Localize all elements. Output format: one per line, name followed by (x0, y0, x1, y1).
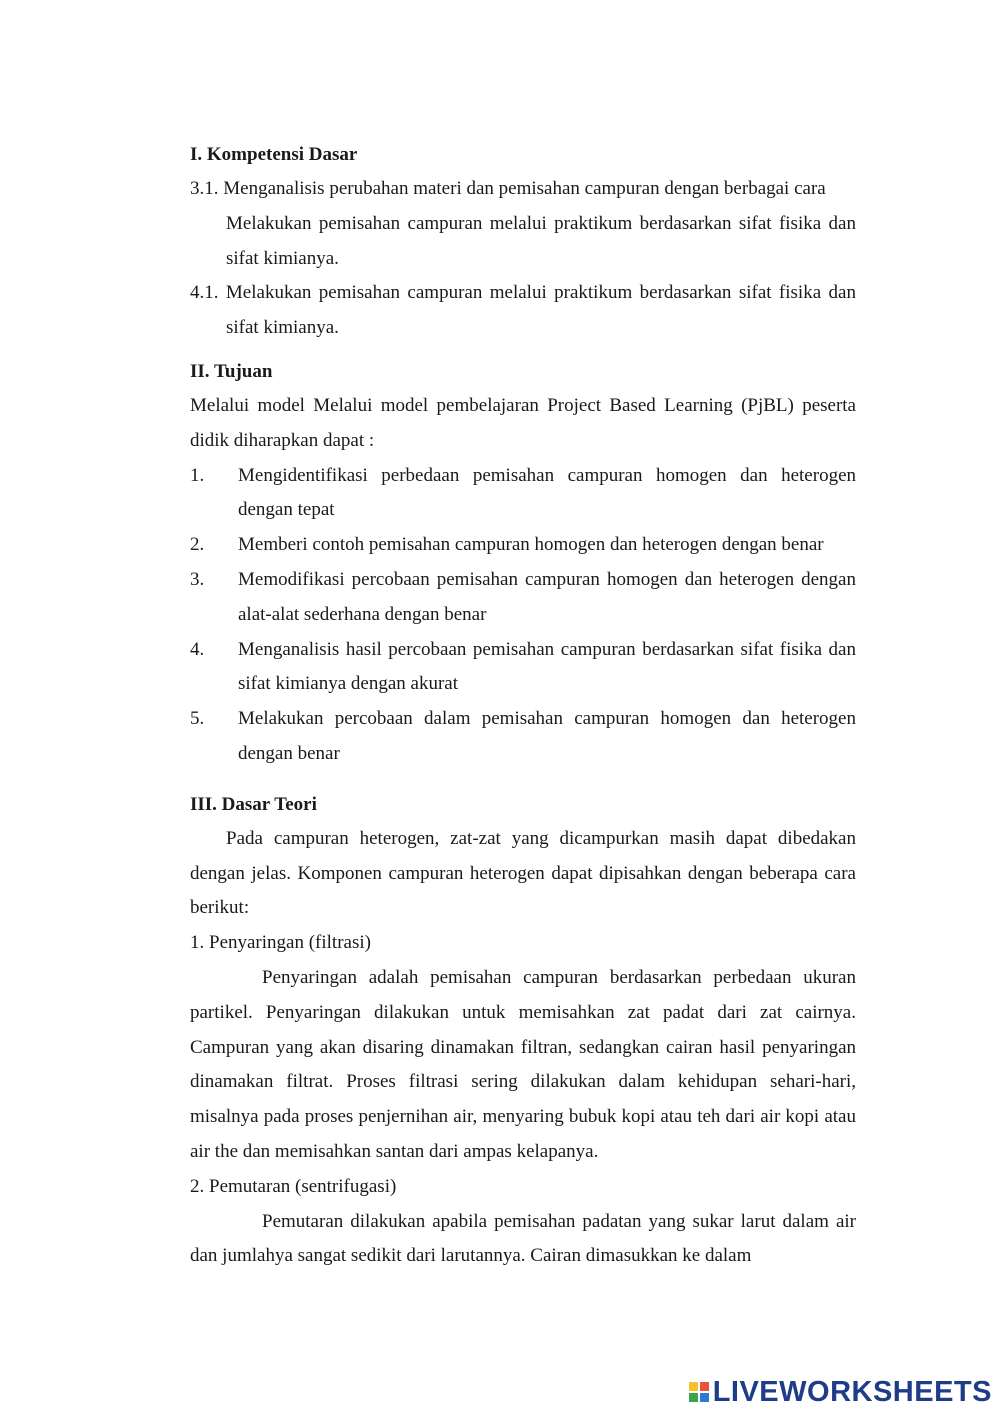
heading-tujuan: II. Tujuan (190, 360, 273, 382)
goal-item (190, 633, 856, 703)
goal-text: Memodifikasi percobaan pemisahan campuran homogen dan heterogen dengan alat-alat sederhana dengan benar (238, 568, 856, 625)
subheading-penyaringan: 1. Penyaringan (filtrasi) (190, 932, 371, 954)
subheading-pemutaran: 2. Pemutaran (sentrifugasi) (190, 1175, 397, 1197)
goal-number: 1. (190, 464, 205, 486)
document-page (190, 138, 856, 1274)
logo-square-i (700, 1382, 709, 1391)
penyaringan-paragraph: Penyaringan adalah pemisahan campuran berdasarkan perbedaan ukuran partikel. Penyaringan dilakukan untuk memisahkan zat padat dari zat cairnya. Campuran yang akan disaring dinamakan filtran, sedangkan cairan hasil penyaringan dinamakan filtrat. Proses filtrasi sering dilakukan dalam kehidupan sehari-hari, misalnya pada proses penjernihan air, menyaring bubuk kopi atau teh dari air kopi atau air the dan memisahkan santan dari ampas kelapanya. (190, 966, 856, 1162)
teori-intro: Pada campuran heterogen, zat-zat yang dicampurkan masih dapat dibedakan dengan jelas. Komponen campuran heterogen dapat dipisahkan dengan beberapa cara berikut: (190, 827, 856, 919)
goal-list (190, 459, 856, 772)
kd-item-4-1: 4.1. Melakukan pemisahan campuran melalui praktikum berdasarkan sifat fisika dan sifat kimianya. (190, 282, 856, 339)
liveworksheets-logo (689, 1375, 992, 1409)
liveworksheets-logo-icon (689, 1382, 709, 1402)
goal-text: Melakukan percobaan dalam pemisahan campuran homogen dan heterogen dengan benar (238, 708, 856, 764)
tujuan-intro: Melalui model Melalui model pembelajaran Project Based Learning (PjBL) peserta didik diharapkan dapat : (190, 394, 856, 451)
goal-text: Menganalisis hasil percobaan pemisahan campuran berdasarkan sifat fisika dan sifat kimianya dengan akurat (238, 638, 856, 695)
logo-square-e (700, 1393, 709, 1402)
logo-square-v (689, 1393, 698, 1402)
kd-item-3-1: 3.1. Menganalisis perubahan materi dan pemisahan campuran dengan berbagai cara (190, 178, 826, 199)
heading-kompetensi-dasar: I. Kompetensi Dasar (190, 144, 358, 165)
goal-number: 4. (190, 638, 205, 660)
heading-dasar-teori: III. Dasar Teori (190, 793, 317, 815)
goal-text: Memberi contoh pemisahan campuran homogen dan heterogen dengan benar (238, 534, 824, 556)
logo-square-l (689, 1382, 698, 1391)
liveworksheets-wordmark: LIVEWORKSHEETS (712, 1375, 992, 1408)
kd-item-3-1-continued: Melakukan pemisahan campuran melalui praktikum berdasarkan sifat fisika dan sifat kimianya. (226, 212, 856, 269)
goal-number: 3. (190, 568, 205, 590)
goal-text: Mengidentifikasi perbedaan pemisahan campuran homogen dan heterogen dengan tepat (238, 464, 856, 521)
pemutaran-paragraph: Pemutaran dilakukan apabila pemisahan padatan yang sukar larut dalam air dan jumlahya sangat sedikit dari larutannya. Cairan dimasukkan ke dalam (190, 1210, 856, 1267)
goal-item (190, 459, 856, 529)
goal-item (190, 528, 856, 563)
goal-number: 5. (190, 708, 205, 730)
goal-number: 2. (190, 534, 205, 556)
goal-item (190, 702, 856, 772)
goal-item (190, 563, 856, 633)
